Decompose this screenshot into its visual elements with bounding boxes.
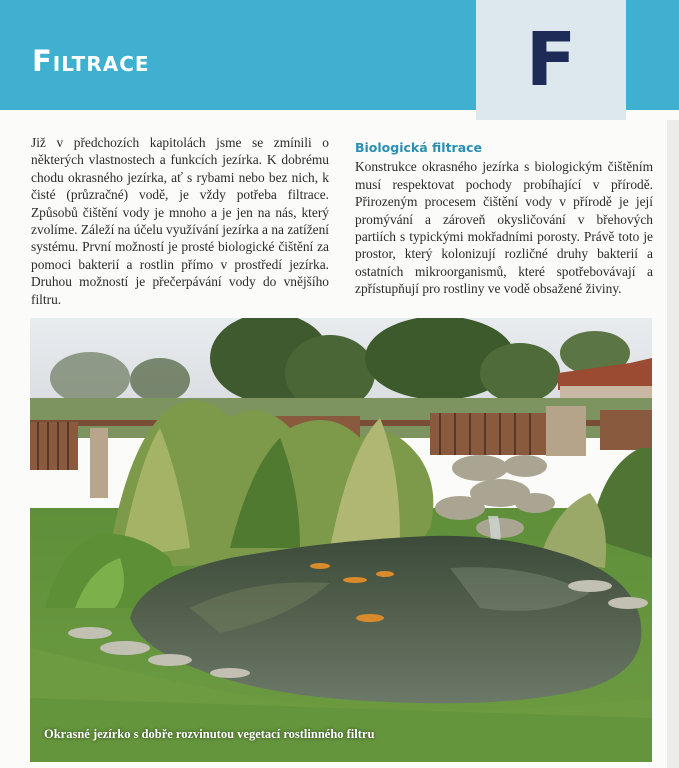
photo-caption: Okrasné jezírko s dobře rozvinutou vegetací rostlinného filtru xyxy=(44,727,375,741)
section-letter-box xyxy=(476,0,626,120)
garden-pond-photo xyxy=(30,318,652,762)
page-edge xyxy=(667,120,679,768)
left-column xyxy=(31,134,329,308)
right-column xyxy=(355,139,653,298)
section-subheading: Biologická filtrace xyxy=(355,140,483,155)
biological-filtration-paragraph: Konstrukce okrasného jezírka s biologickým čištěním musí respektovat pochody probíhající v přírodě. Přirozeným procesem čištění vody v přírodě je její promývání a zároveň okysličování v břehových partiích s typickými mokřadními porosty. Právě toto je prostor, který kolonizují rozličné druhy bakterií a ostatních mikroorganismů, které spotřebovávají a zpřístupňují pro rostliny ve vodě obsažené živiny. xyxy=(355,159,653,297)
intro-paragraph: Již v předchozích kapitolách jsme se zmínili o některých vlastnostech a funkcích jezírka. K dobrému chodu okrasného jezírka, ať s rybami nebo bez nich, k čisté (průzračné) vodě, je vždy potřeba filtrace. Způsobů čištění vody je mnoho a je jen na nás, který zvolíme. Záleží na účelu využívání jezírka a na zatížení systému. První možností je prosté biologické čištění za pomoci bakterií a rostlin přímo v prostředí jezírka. Druhou možností je přečerpávání vody do vnějšího filtru. xyxy=(31,135,329,307)
page-title: Filtrace xyxy=(32,44,150,78)
pond-illustration xyxy=(30,318,652,762)
section-letter: F xyxy=(525,17,577,103)
